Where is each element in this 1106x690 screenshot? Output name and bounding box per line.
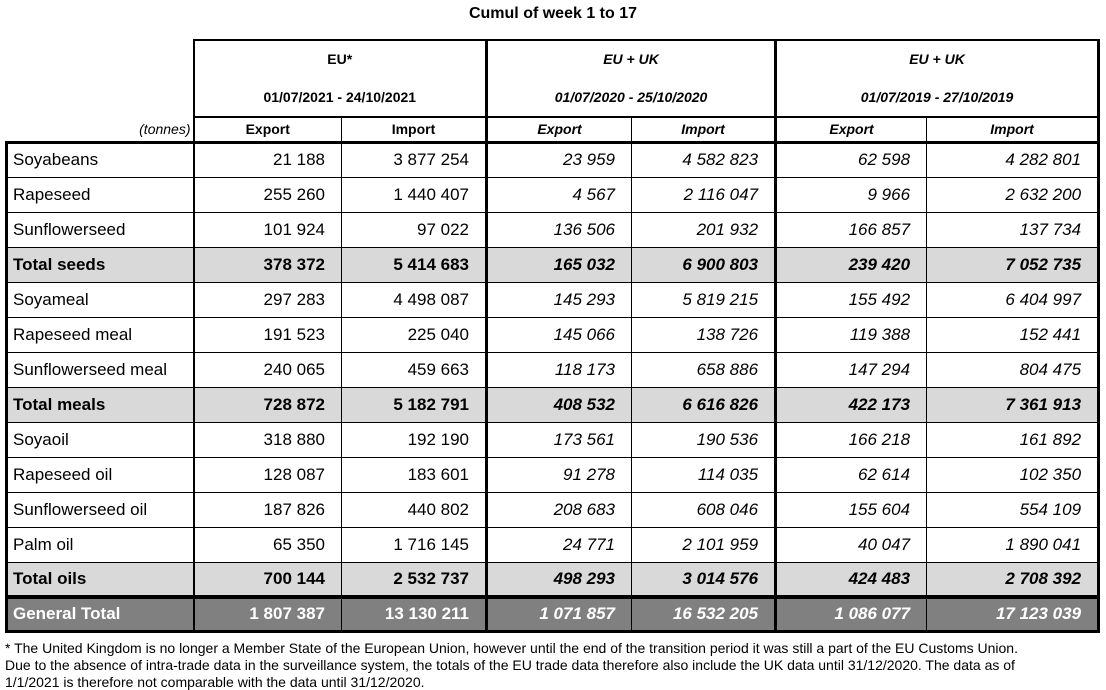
row-label: Rapeseed meal <box>7 317 194 352</box>
group-name: EU + UK <box>909 51 965 67</box>
table-row <box>7 212 1099 247</box>
value-cell: 138 726 <box>632 317 776 352</box>
header-corner-spacer <box>7 40 194 117</box>
value-cell: 1 071 857 <box>487 597 632 631</box>
row-label: Total meals <box>7 387 194 422</box>
row-label: Palm oil <box>7 527 194 562</box>
value-cell: 192 190 <box>342 422 487 457</box>
group-period: 01/07/2019 - 27/10/2019 <box>860 89 1014 105</box>
value-cell: 498 293 <box>487 562 632 597</box>
value-cell: 2 708 392 <box>927 562 1099 597</box>
value-cell: 17 123 039 <box>927 597 1099 631</box>
group-header-eu-2021 <box>194 40 487 117</box>
value-cell: 378 372 <box>194 247 342 282</box>
value-cell: 1 716 145 <box>342 527 487 562</box>
group-name: EU + UK <box>603 51 659 67</box>
value-cell: 240 065 <box>194 352 342 387</box>
value-cell: 239 420 <box>776 247 927 282</box>
value-cell: 1 807 387 <box>194 597 342 631</box>
value-cell: 91 278 <box>487 457 632 492</box>
value-cell: 62 614 <box>776 457 927 492</box>
value-cell: 3 877 254 <box>342 142 487 177</box>
table-row <box>7 247 1099 282</box>
value-cell: 97 022 <box>342 212 487 247</box>
value-cell: 24 771 <box>487 527 632 562</box>
page-title: Cumul of week 1 to 17 <box>468 5 638 22</box>
value-cell: 608 046 <box>632 492 776 527</box>
value-cell: 5 182 791 <box>342 387 487 422</box>
value-cell: 9 966 <box>776 177 927 212</box>
value-cell: 5 414 683 <box>342 247 487 282</box>
value-cell: 62 598 <box>776 142 927 177</box>
row-label: General Total <box>7 597 194 631</box>
value-cell: 119 388 <box>776 317 927 352</box>
value-cell: 40 047 <box>776 527 927 562</box>
value-cell: 166 857 <box>776 212 927 247</box>
value-cell: 7 361 913 <box>927 387 1099 422</box>
value-cell: 136 506 <box>487 212 632 247</box>
table-row <box>7 562 1099 597</box>
value-cell: 128 087 <box>194 457 342 492</box>
value-cell: 6 900 803 <box>632 247 776 282</box>
value-cell: 173 561 <box>487 422 632 457</box>
footnote-line: 1/1/2021 is therefore not comparable with the data until 31/12/2020. <box>5 673 425 690</box>
value-cell: 5 819 215 <box>632 282 776 317</box>
value-cell: 554 109 <box>927 492 1099 527</box>
col-header-import: Import <box>632 117 776 142</box>
value-cell: 114 035 <box>632 457 776 492</box>
value-cell: 145 293 <box>487 282 632 317</box>
group-header-eu-uk-2020 <box>487 40 776 117</box>
unit-label: (tonnes) <box>139 120 191 137</box>
value-cell: 4 282 801 <box>927 142 1099 177</box>
col-header-export: Export <box>776 117 927 142</box>
value-cell: 208 683 <box>487 492 632 527</box>
value-cell: 2 116 047 <box>632 177 776 212</box>
table-row <box>7 387 1099 422</box>
value-cell: 255 260 <box>194 177 342 212</box>
row-label: Total oils <box>7 562 194 597</box>
group-period: 01/07/2020 - 25/10/2020 <box>554 89 708 105</box>
value-cell: 23 959 <box>487 142 632 177</box>
column-header-row <box>7 117 1099 142</box>
table-row <box>7 597 1099 631</box>
footnote-line: * The United Kingdom is no longer a Member State of the European Union, however until the end of the transition period it was still a part of the EU Customs Union. <box>5 639 1018 656</box>
group-period: 01/07/2021 - 24/10/2021 <box>263 89 417 105</box>
value-cell: 102 350 <box>927 457 1099 492</box>
value-cell: 201 932 <box>632 212 776 247</box>
col-header-import: Import <box>342 117 487 142</box>
value-cell: 2 532 737 <box>342 562 487 597</box>
value-cell: 7 052 735 <box>927 247 1099 282</box>
value-cell: 137 734 <box>927 212 1099 247</box>
group-header-row <box>7 40 1099 117</box>
table-row <box>7 457 1099 492</box>
value-cell: 191 523 <box>194 317 342 352</box>
value-cell: 166 218 <box>776 422 927 457</box>
value-cell: 13 130 211 <box>342 597 487 631</box>
value-cell: 1 086 077 <box>776 597 927 631</box>
value-cell: 1 440 407 <box>342 177 487 212</box>
row-label: Soyaoil <box>7 422 194 457</box>
row-label: Sunflowerseed meal <box>7 352 194 387</box>
table-row <box>7 352 1099 387</box>
value-cell: 408 532 <box>487 387 632 422</box>
value-cell: 4 498 087 <box>342 282 487 317</box>
value-cell: 118 173 <box>487 352 632 387</box>
value-cell: 16 532 205 <box>632 597 776 631</box>
value-cell: 225 040 <box>342 317 487 352</box>
table-row <box>7 317 1099 352</box>
footnote-line: Due to the absence of intra-trade data in the surveillance system, the totals of the EU trade data therefore also include the UK data until 31/12/2020. The data as of <box>5 656 1015 673</box>
value-cell: 422 173 <box>776 387 927 422</box>
col-header-export: Export <box>194 117 342 142</box>
table-row <box>7 422 1099 457</box>
row-label: Sunflowerseed <box>7 212 194 247</box>
group-name: EU* <box>327 51 353 67</box>
table-row <box>7 142 1099 177</box>
value-cell: 183 601 <box>342 457 487 492</box>
value-cell: 147 294 <box>776 352 927 387</box>
col-header-import: Import <box>927 117 1099 142</box>
value-cell: 65 350 <box>194 527 342 562</box>
value-cell: 700 144 <box>194 562 342 597</box>
value-cell: 152 441 <box>927 317 1099 352</box>
value-cell: 728 872 <box>194 387 342 422</box>
table-row <box>7 282 1099 317</box>
value-cell: 3 014 576 <box>632 562 776 597</box>
row-label: Total seeds <box>7 247 194 282</box>
value-cell: 4 582 823 <box>632 142 776 177</box>
value-cell: 6 404 997 <box>927 282 1099 317</box>
row-label: Soyameal <box>7 282 194 317</box>
value-cell: 1 890 041 <box>927 527 1099 562</box>
value-cell: 318 880 <box>194 422 342 457</box>
value-cell: 804 475 <box>927 352 1099 387</box>
value-cell: 21 188 <box>194 142 342 177</box>
table-row <box>7 527 1099 562</box>
value-cell: 424 483 <box>776 562 927 597</box>
value-cell: 190 536 <box>632 422 776 457</box>
value-cell: 145 066 <box>487 317 632 352</box>
value-cell: 101 924 <box>194 212 342 247</box>
value-cell: 161 892 <box>927 422 1099 457</box>
table-row <box>7 177 1099 212</box>
row-label: Sunflowerseed oil <box>7 492 194 527</box>
value-cell: 2 101 959 <box>632 527 776 562</box>
value-cell: 187 826 <box>194 492 342 527</box>
table-body <box>7 142 1099 631</box>
value-cell: 2 632 200 <box>927 177 1099 212</box>
value-cell: 658 886 <box>632 352 776 387</box>
footnote <box>5 640 1106 690</box>
row-label: Soyabeans <box>7 142 194 177</box>
value-cell: 459 663 <box>342 352 487 387</box>
value-cell: 155 604 <box>776 492 927 527</box>
row-label: Rapeseed oil <box>7 457 194 492</box>
trade-table <box>5 39 1100 633</box>
row-label: Rapeseed <box>7 177 194 212</box>
value-cell: 440 802 <box>342 492 487 527</box>
value-cell: 6 616 826 <box>632 387 776 422</box>
value-cell: 297 283 <box>194 282 342 317</box>
table-row <box>7 492 1099 527</box>
value-cell: 165 032 <box>487 247 632 282</box>
col-header-export: Export <box>487 117 632 142</box>
value-cell: 155 492 <box>776 282 927 317</box>
group-header-eu-uk-2019 <box>776 40 1099 117</box>
value-cell: 4 567 <box>487 177 632 212</box>
